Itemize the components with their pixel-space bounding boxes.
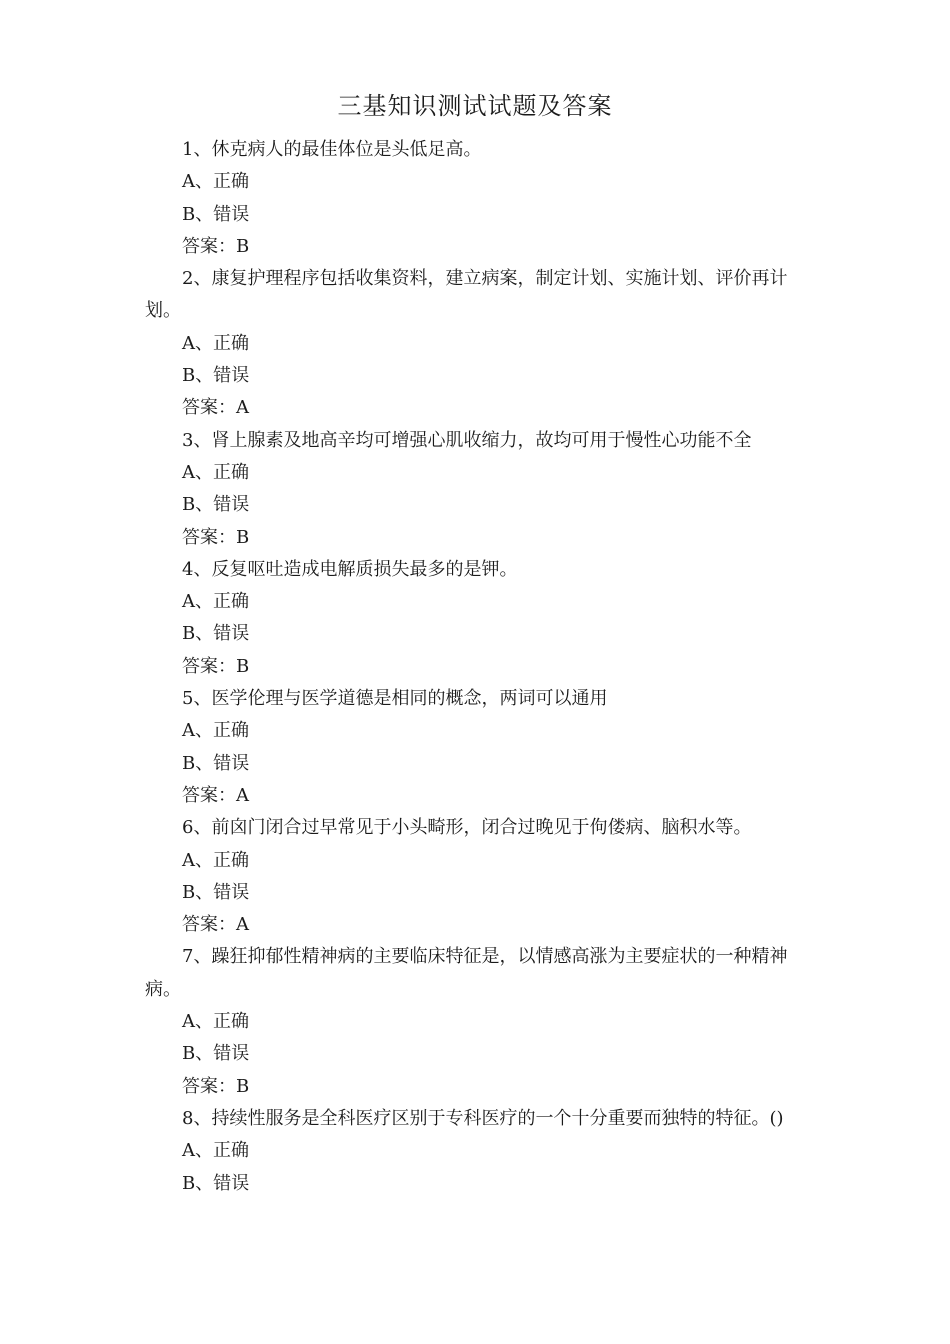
answer: 答案：A xyxy=(182,397,249,419)
question-stem: 4、反复呕吐造成电解质损失最多的是钾。 xyxy=(182,558,518,580)
question-4 xyxy=(145,554,810,683)
question-list xyxy=(145,134,810,1200)
option-b: B、错误 xyxy=(182,494,250,516)
question-1 xyxy=(145,134,810,263)
option-a: A、正确 xyxy=(182,461,249,483)
question-stem: 6、前囟门闭合过早常见于小头畸形，闭合过晚见于佝偻病、脑积水等。 xyxy=(182,817,752,839)
answer: 答案：A xyxy=(182,784,249,806)
option-a: A、正确 xyxy=(182,171,249,193)
option-a: A、正确 xyxy=(182,720,249,742)
option-a: A、正确 xyxy=(182,1140,249,1162)
answer: 答案：B xyxy=(182,526,250,548)
document-title: 三基知识测试试题及答案 xyxy=(337,92,613,120)
question-stem: 3、肾上腺素及地高辛均可增强心肌收缩力，故均可用于慢性心功能不全 xyxy=(182,429,752,451)
option-b: B、错误 xyxy=(182,752,250,774)
question-stem: 2、康复护理程序包括收集资料，建立病案，制定计划、实施计划、评价再计划。 xyxy=(145,268,788,322)
answer: 答案：A xyxy=(182,914,249,936)
option-b: B、错误 xyxy=(182,203,250,225)
question-6 xyxy=(145,812,810,941)
answer: 答案：B xyxy=(182,655,250,677)
question-stem: 1、休克病人的最佳体位是头低足高。 xyxy=(182,139,482,160)
question-stem: 8、持续性服务是全科医疗区别于专科医疗的一个十分重要而独特的特征。() xyxy=(182,1107,784,1129)
option-b: B、错误 xyxy=(182,1172,250,1194)
question-stem: 5、医学伦理与医学道德是相同的概念，两词可以通用 xyxy=(182,688,608,710)
answer: 答案：B xyxy=(182,235,250,257)
question-8 xyxy=(145,1103,810,1200)
question-5 xyxy=(145,683,810,812)
option-b: B、错误 xyxy=(182,623,250,645)
option-a: A、正确 xyxy=(182,332,249,354)
option-a: A、正确 xyxy=(182,591,249,613)
question-2 xyxy=(145,263,810,424)
option-b: B、错误 xyxy=(182,881,250,903)
option-a: A、正确 xyxy=(182,1011,249,1033)
option-b: B、错误 xyxy=(182,365,250,387)
answer: 答案：B xyxy=(182,1075,250,1097)
option-b: B、错误 xyxy=(182,1043,250,1065)
question-3 xyxy=(145,425,810,554)
option-a: A、正确 xyxy=(182,849,249,871)
question-7 xyxy=(145,941,810,1102)
question-stem: 7、躁狂抑郁性精神病的主要临床特征是，以情感高涨为主要症状的一种精神病。 xyxy=(145,946,788,1000)
